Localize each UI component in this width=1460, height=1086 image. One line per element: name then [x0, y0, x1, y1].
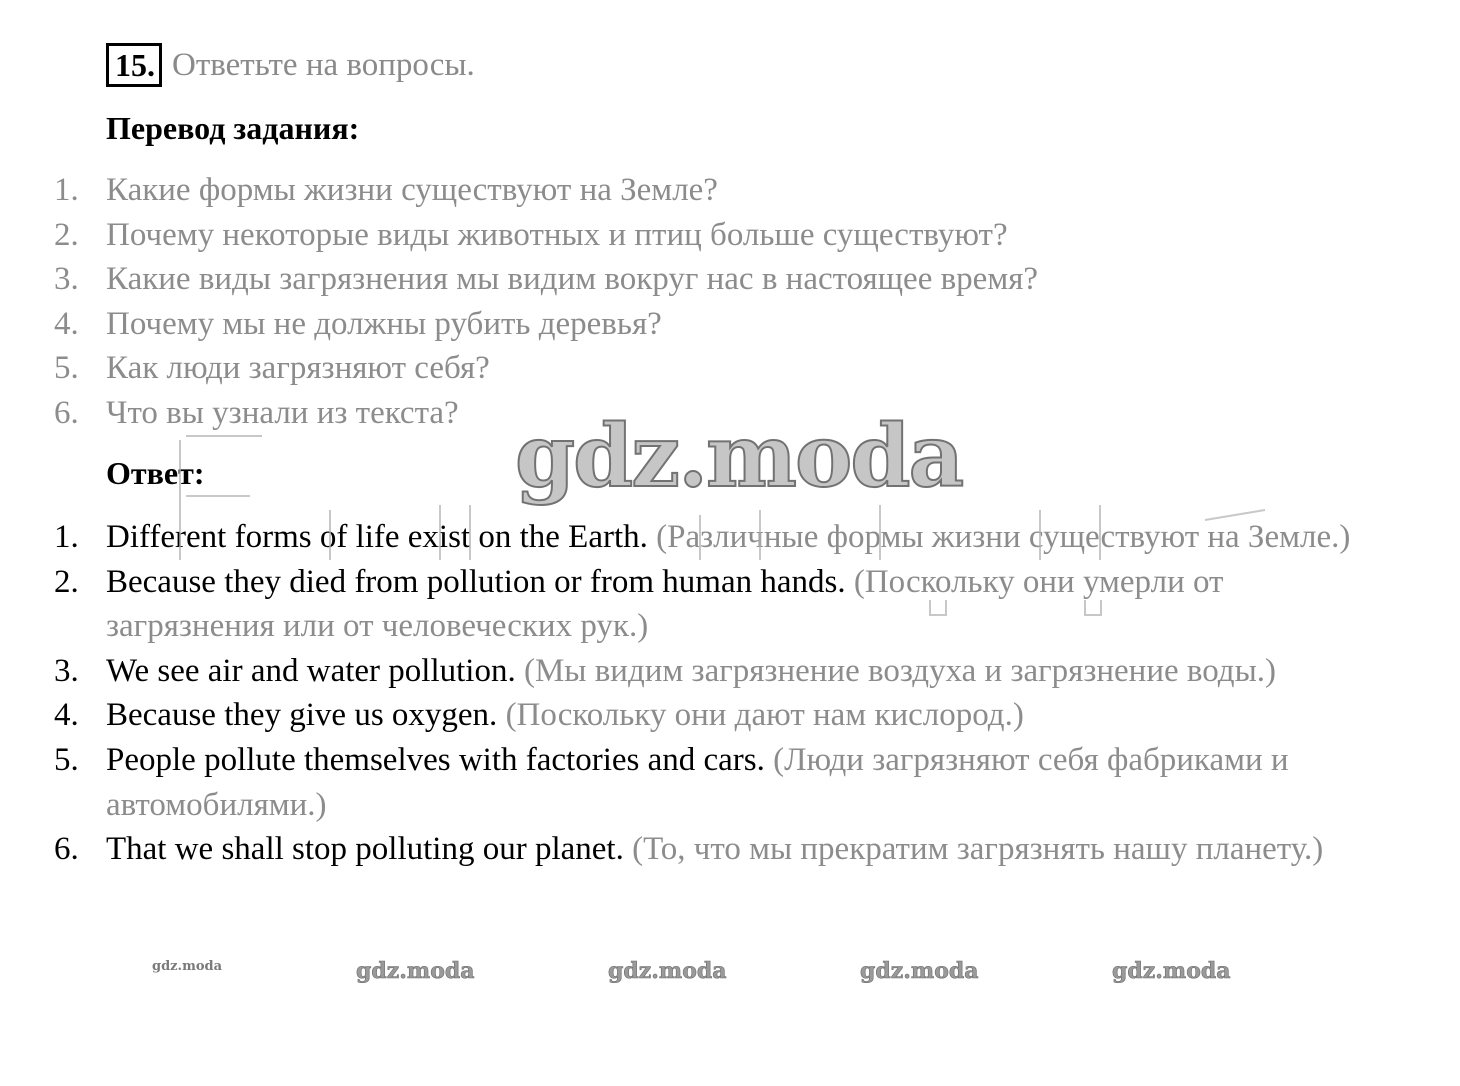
watermark-small: gdz.moda [860, 958, 979, 984]
item-number: 3. [54, 652, 79, 689]
item-number: 1. [54, 519, 79, 555]
question-text: Какие виды загрязнения мы видим вокруг нас в настоящее время? [106, 261, 1039, 298]
item-number: 1. [54, 172, 79, 208]
question-text: Какие формы жизни существуют на Земле? [106, 172, 718, 208]
question-text: Как люди загрязняют себя? [106, 350, 490, 387]
item-number: 4. [54, 697, 79, 734]
list-item [0, 827, 1400, 872]
item-number: 6. [54, 394, 79, 431]
answer-english: Because they give us oxygen. [106, 697, 498, 734]
task-number-box: 15. [106, 43, 162, 87]
list-item [0, 257, 1400, 302]
list-item [0, 213, 1400, 258]
watermark-logo: gdz.moda [515, 406, 963, 507]
task-header [106, 40, 475, 90]
item-number: 2. [54, 216, 79, 253]
answer-russian: (Мы видим загрязнение воздуха и загрязнение воды.) [523, 652, 1277, 689]
answer-english: Different forms of life exist on the Earth. [106, 519, 648, 555]
list-item [0, 168, 1400, 213]
item-number: 3. [54, 261, 79, 298]
answer-english: Because they died from pollution or from human hands. [106, 563, 846, 600]
list-item [0, 560, 1400, 649]
task-title: Ответьте на вопросы. [172, 46, 475, 83]
watermark-tiny: gdz.moda [152, 959, 223, 974]
watermark-small: gdz.moda [356, 958, 475, 984]
watermark-small: gdz.moda [608, 958, 727, 984]
answer-english: That we shall stop polluting our planet. [106, 831, 624, 868]
answer-heading: Ответ: [106, 455, 205, 491]
answers-list [0, 515, 1400, 872]
list-item [0, 302, 1400, 347]
item-number: 6. [54, 831, 79, 868]
answer-english: People pollute themselves with factories and cars. [106, 741, 765, 778]
item-number: 5. [54, 350, 79, 387]
question-text: Почему некоторые виды животных и птиц больше существуют? [106, 216, 1008, 253]
watermark-small: gdz.moda [1112, 958, 1231, 984]
answer-russian: (Различные формы жизни существуют на Земле.) [656, 519, 1351, 555]
list-item [0, 738, 1400, 827]
question-text: Почему мы не должны рубить деревья? [106, 305, 662, 342]
answer-russian: (Поскольку они умерли от загрязнения или от человеческих рук.) [106, 563, 1224, 645]
answer-russian: (То, что мы прекратим загрязнять нашу планету.) [632, 831, 1324, 868]
item-number: 4. [54, 305, 79, 342]
list-item [0, 346, 1400, 391]
question-text: Что вы узнали из текста? [106, 394, 459, 431]
item-number: 2. [54, 563, 79, 600]
list-item [0, 649, 1400, 694]
questions-list [0, 168, 1400, 436]
answer-russian: (Поскольку они дают нам кислород.) [505, 697, 1024, 734]
list-item [0, 515, 1400, 560]
list-item [0, 693, 1400, 738]
item-number: 5. [54, 741, 79, 778]
answer-english: We see air and water pollution. [106, 652, 516, 689]
answer-russian: (Люди загрязняют себя фабриками и автомобилями.) [106, 741, 1289, 823]
translation-heading: Перевод задания: [106, 110, 360, 146]
